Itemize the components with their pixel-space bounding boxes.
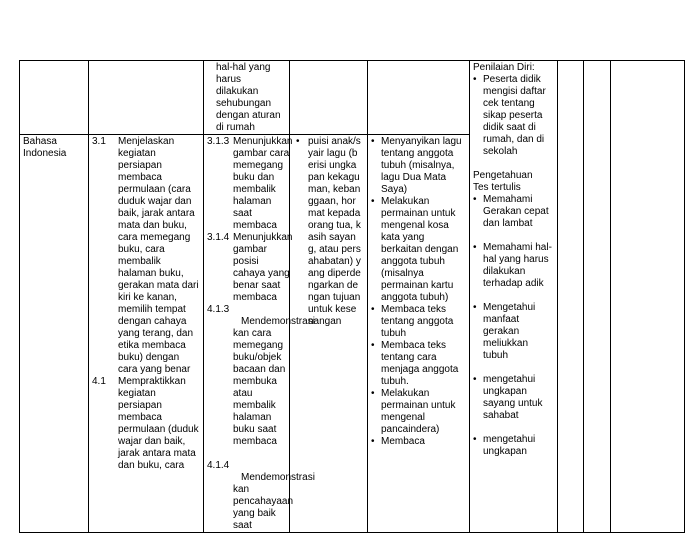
list-item: • Menyanyikan lagu tentang anggota tubuh (misalnya, lagu Dua Mata Saya) bbox=[371, 136, 462, 195]
empty-cell bbox=[584, 61, 611, 533]
bullet-icon: • bbox=[371, 340, 375, 351]
kd-item bbox=[92, 136, 199, 376]
list-item: • Membaca teks tentang anggota tubuh bbox=[371, 304, 454, 339]
kd-text: Menjelaskan kegiatan persiapan membaca permulaan (cara duduk wajar dan baik, jarak antara mata dan buku, cara memegang buku, cara membalik halaman buku, gerakan mata dari kiri ke kanan, memilih tempat dengan cahaya yang terang, dan etika membaca buku) dengan cara yang benar bbox=[118, 136, 199, 375]
subject-label: Bahasa Indonesia bbox=[23, 136, 67, 159]
list-item: • Melakukan permainan untuk mengenal kosa kata yang berkaitan dengan anggota tubuh (misalnya permainan kartu anggota tubuh) bbox=[371, 196, 459, 303]
penilaian-cell bbox=[470, 61, 558, 533]
kd-number: 4.1 bbox=[92, 376, 106, 387]
indikator-carryover: hal-hal yang harus dilakukan sehubungan dengan aturan di rumah bbox=[216, 62, 281, 133]
list-item bbox=[296, 136, 361, 328]
materi-text: puisi anak/syair lagu (berisi ungkapan kekaguman, kebanggaan, hormat kepada orang tua, kasih sayang, atau persahabatan) yang diperdengarkan dengan tujuan untuk kesenangan bbox=[308, 136, 361, 327]
indikator-number: 3.1.4 bbox=[207, 232, 230, 243]
indikator-item bbox=[207, 136, 293, 232]
indikator-cell bbox=[204, 61, 290, 135]
list-item: • Melakukan permainan untuk mengenal pancaindera) bbox=[371, 388, 456, 435]
bullet-icon: • bbox=[371, 388, 375, 399]
indikator-cell bbox=[204, 135, 315, 533]
materi-cell-empty bbox=[290, 61, 368, 135]
bullet-icon: • bbox=[371, 136, 375, 147]
syllabus-table bbox=[19, 60, 685, 533]
list-item: • Peserta didik mengisi daftar cek tentang sikap peserta didik saat di rumah, dan di sekolah bbox=[473, 74, 546, 157]
empty-cell bbox=[611, 61, 685, 533]
bullet-icon: • bbox=[296, 136, 300, 147]
bullet-icon: • bbox=[473, 194, 477, 205]
indikator-number: 3.1.3 bbox=[207, 136, 230, 147]
list-item: • Memahami hal-hal yang harus dilakukan terhadap adik bbox=[473, 242, 552, 289]
indikator-text: Menunjukkan gambar cara memegang buku dan membalik halaman saat membaca bbox=[233, 136, 293, 231]
bullet-icon: • bbox=[473, 302, 477, 313]
bullet-icon: • bbox=[473, 74, 477, 85]
list-item: • Mengetahui manfaat gerakan meliukkan tubuh bbox=[473, 302, 536, 361]
list-item: • Membaca bbox=[371, 436, 425, 447]
list-item: • mengetahui ungkapan bbox=[473, 434, 536, 457]
kd-cell bbox=[89, 135, 204, 533]
penilaian-diri-title: Penilaian Diri: bbox=[473, 62, 535, 73]
bullet-icon: • bbox=[473, 434, 477, 445]
list-item: • Memahami Gerakan cepat dan lambat bbox=[473, 194, 549, 229]
pengetahuan-title: Pengetahuan bbox=[473, 170, 533, 181]
kd-text: Mempraktikkan kegiatan persiapan membaca permulaan (duduk wajar dan baik, jarak antara mata dan buku, cara bbox=[118, 376, 199, 471]
table-row bbox=[20, 61, 685, 135]
indikator-number: 4.1.3 bbox=[207, 304, 230, 315]
list-item: • Membaca teks tentang cara menjaga anggota tubuh. bbox=[371, 340, 459, 387]
subject-cell bbox=[20, 135, 89, 533]
bullet-icon: • bbox=[371, 196, 375, 207]
kd-number: 3.1 bbox=[92, 136, 106, 147]
indikator-text: Menunjukkan gambar posisi cahaya yang benar saat membaca bbox=[233, 232, 293, 303]
kegiatan-cell bbox=[368, 135, 470, 533]
kd-cell-empty bbox=[89, 61, 204, 135]
bullet-icon: • bbox=[371, 436, 375, 447]
indikator-item bbox=[207, 232, 293, 304]
bullet-icon: • bbox=[473, 242, 477, 253]
empty-cell bbox=[558, 61, 584, 533]
list-item: • mengetahui ungkapan sayang untuk sahabat bbox=[473, 374, 543, 421]
indikator-number: 4.1.4 bbox=[207, 460, 230, 471]
subject-cell-empty bbox=[20, 61, 89, 135]
indikator-text: Mendemonstrasi kan pencahayaan yang baik saat bbox=[233, 472, 315, 531]
bullet-icon: • bbox=[473, 374, 477, 385]
tes-tertulis-label: Tes tertulis bbox=[473, 182, 521, 193]
indikator-text: Mendemonstrasi kan cara memegang buku/objek bacaan dan membuka atau membalik halaman buku saat membaca bbox=[233, 316, 315, 447]
bullet-icon: • bbox=[371, 304, 375, 315]
kegiatan-cell-empty bbox=[368, 61, 470, 135]
kd-item bbox=[92, 376, 199, 472]
